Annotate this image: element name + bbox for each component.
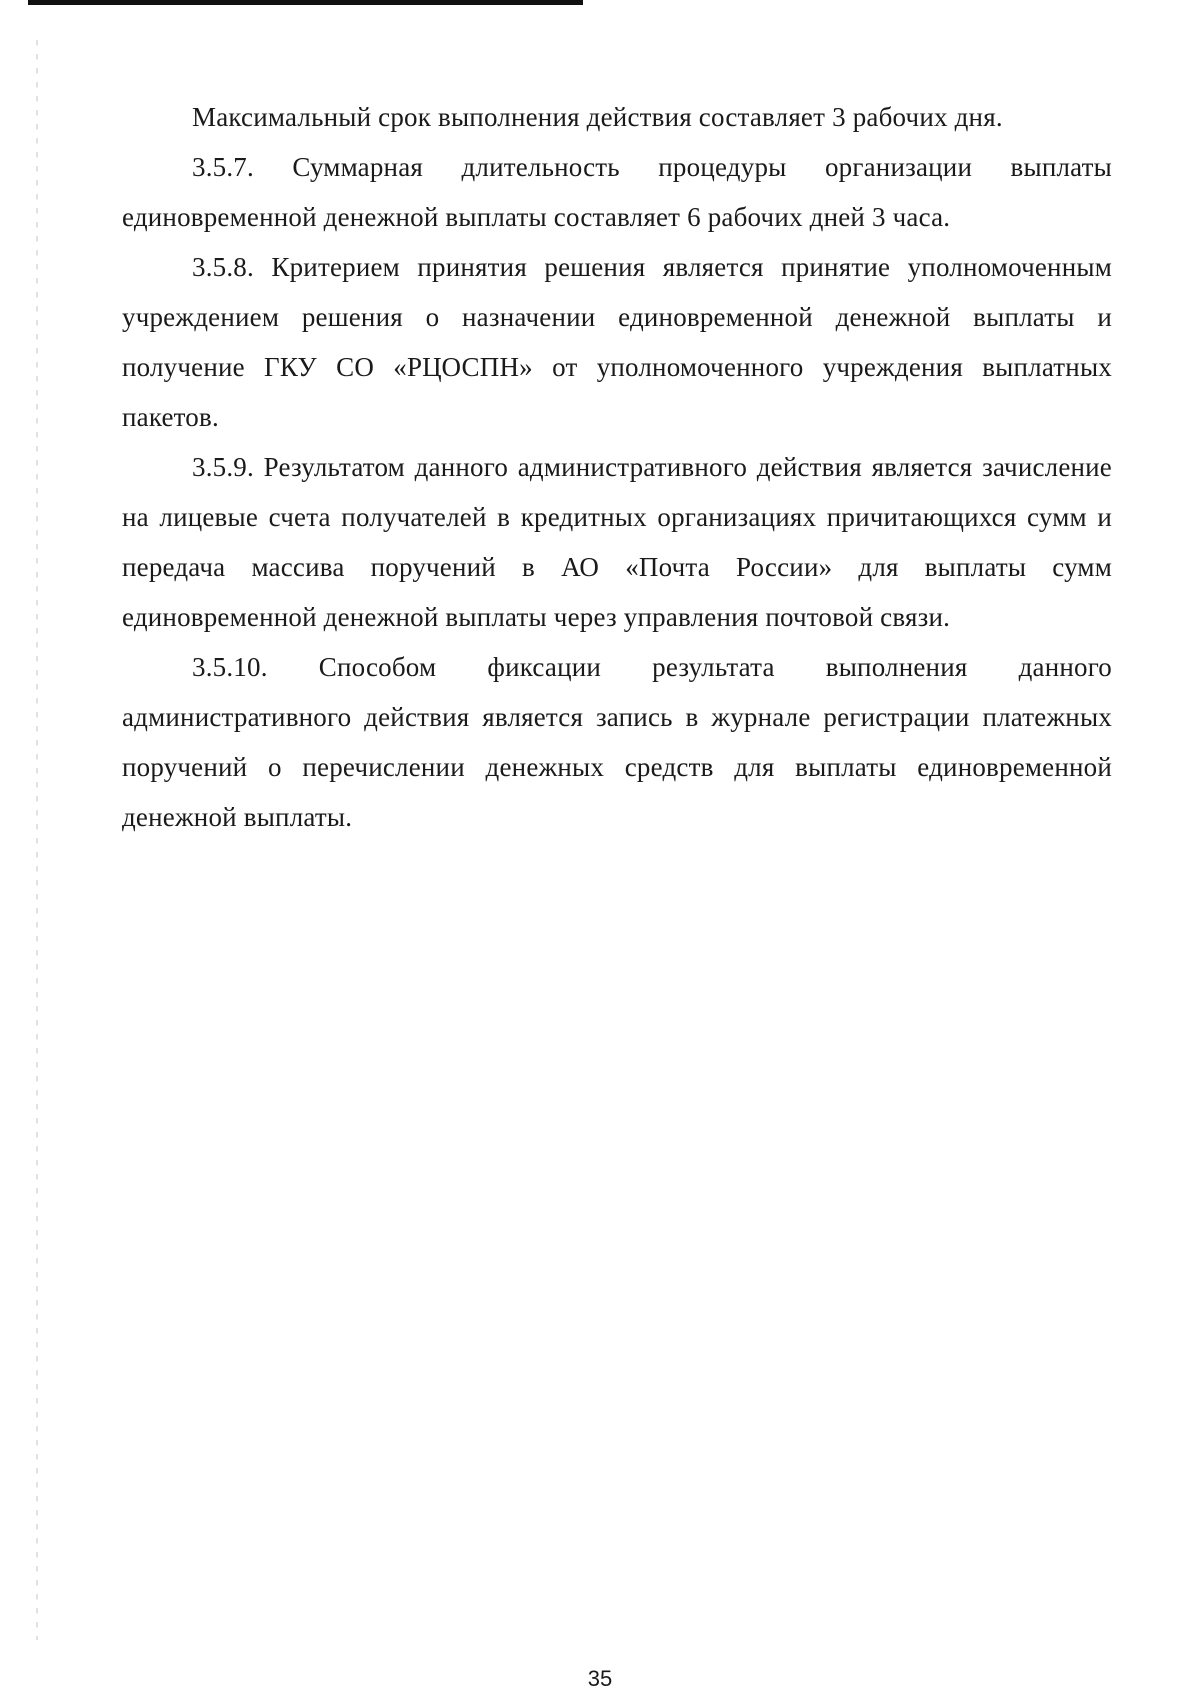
paragraph-max-term: Максимальный срок выполнения действия составляет 3 рабочих дня.: [192, 102, 1003, 132]
paragraph-3-5-7: 3.5.7. Суммарная длительность процедуры организации выплаты единовременной денежной выплаты составляет 6 рабочих дней 3 часа.: [122, 152, 1112, 232]
scan-margin-artifact: [36, 40, 38, 1640]
scan-edge-bar: [28, 0, 583, 5]
page-number: 35: [587, 1666, 613, 1691]
paragraph-3-5-9: 3.5.9. Результатом данного административного действия является зачисление на лицевые счета получателей в кредитных организациях причитающихся сумм и передача массива поручений в АО «Почта России» для выплаты сумм единовременной денежной выплаты через управления почтовой связи.: [122, 452, 1112, 632]
paragraph-3-5-10: 3.5.10. Способом фиксации результата выполнения данного административного действия является запись в журнале регистрации платежных поручений о перечислении денежных средств для выплаты единовременной денежной выплаты.: [122, 652, 1112, 832]
paragraph-3-5-8: 3.5.8. Критерием принятия решения является принятие уполномоченным учреждением решения о назначении единовременной денежной выплаты и получение ГКУ СО «РЦОСПН» от уполномоченного учреждения выплатных пакетов.: [122, 252, 1112, 432]
document-body: [122, 92, 1112, 842]
